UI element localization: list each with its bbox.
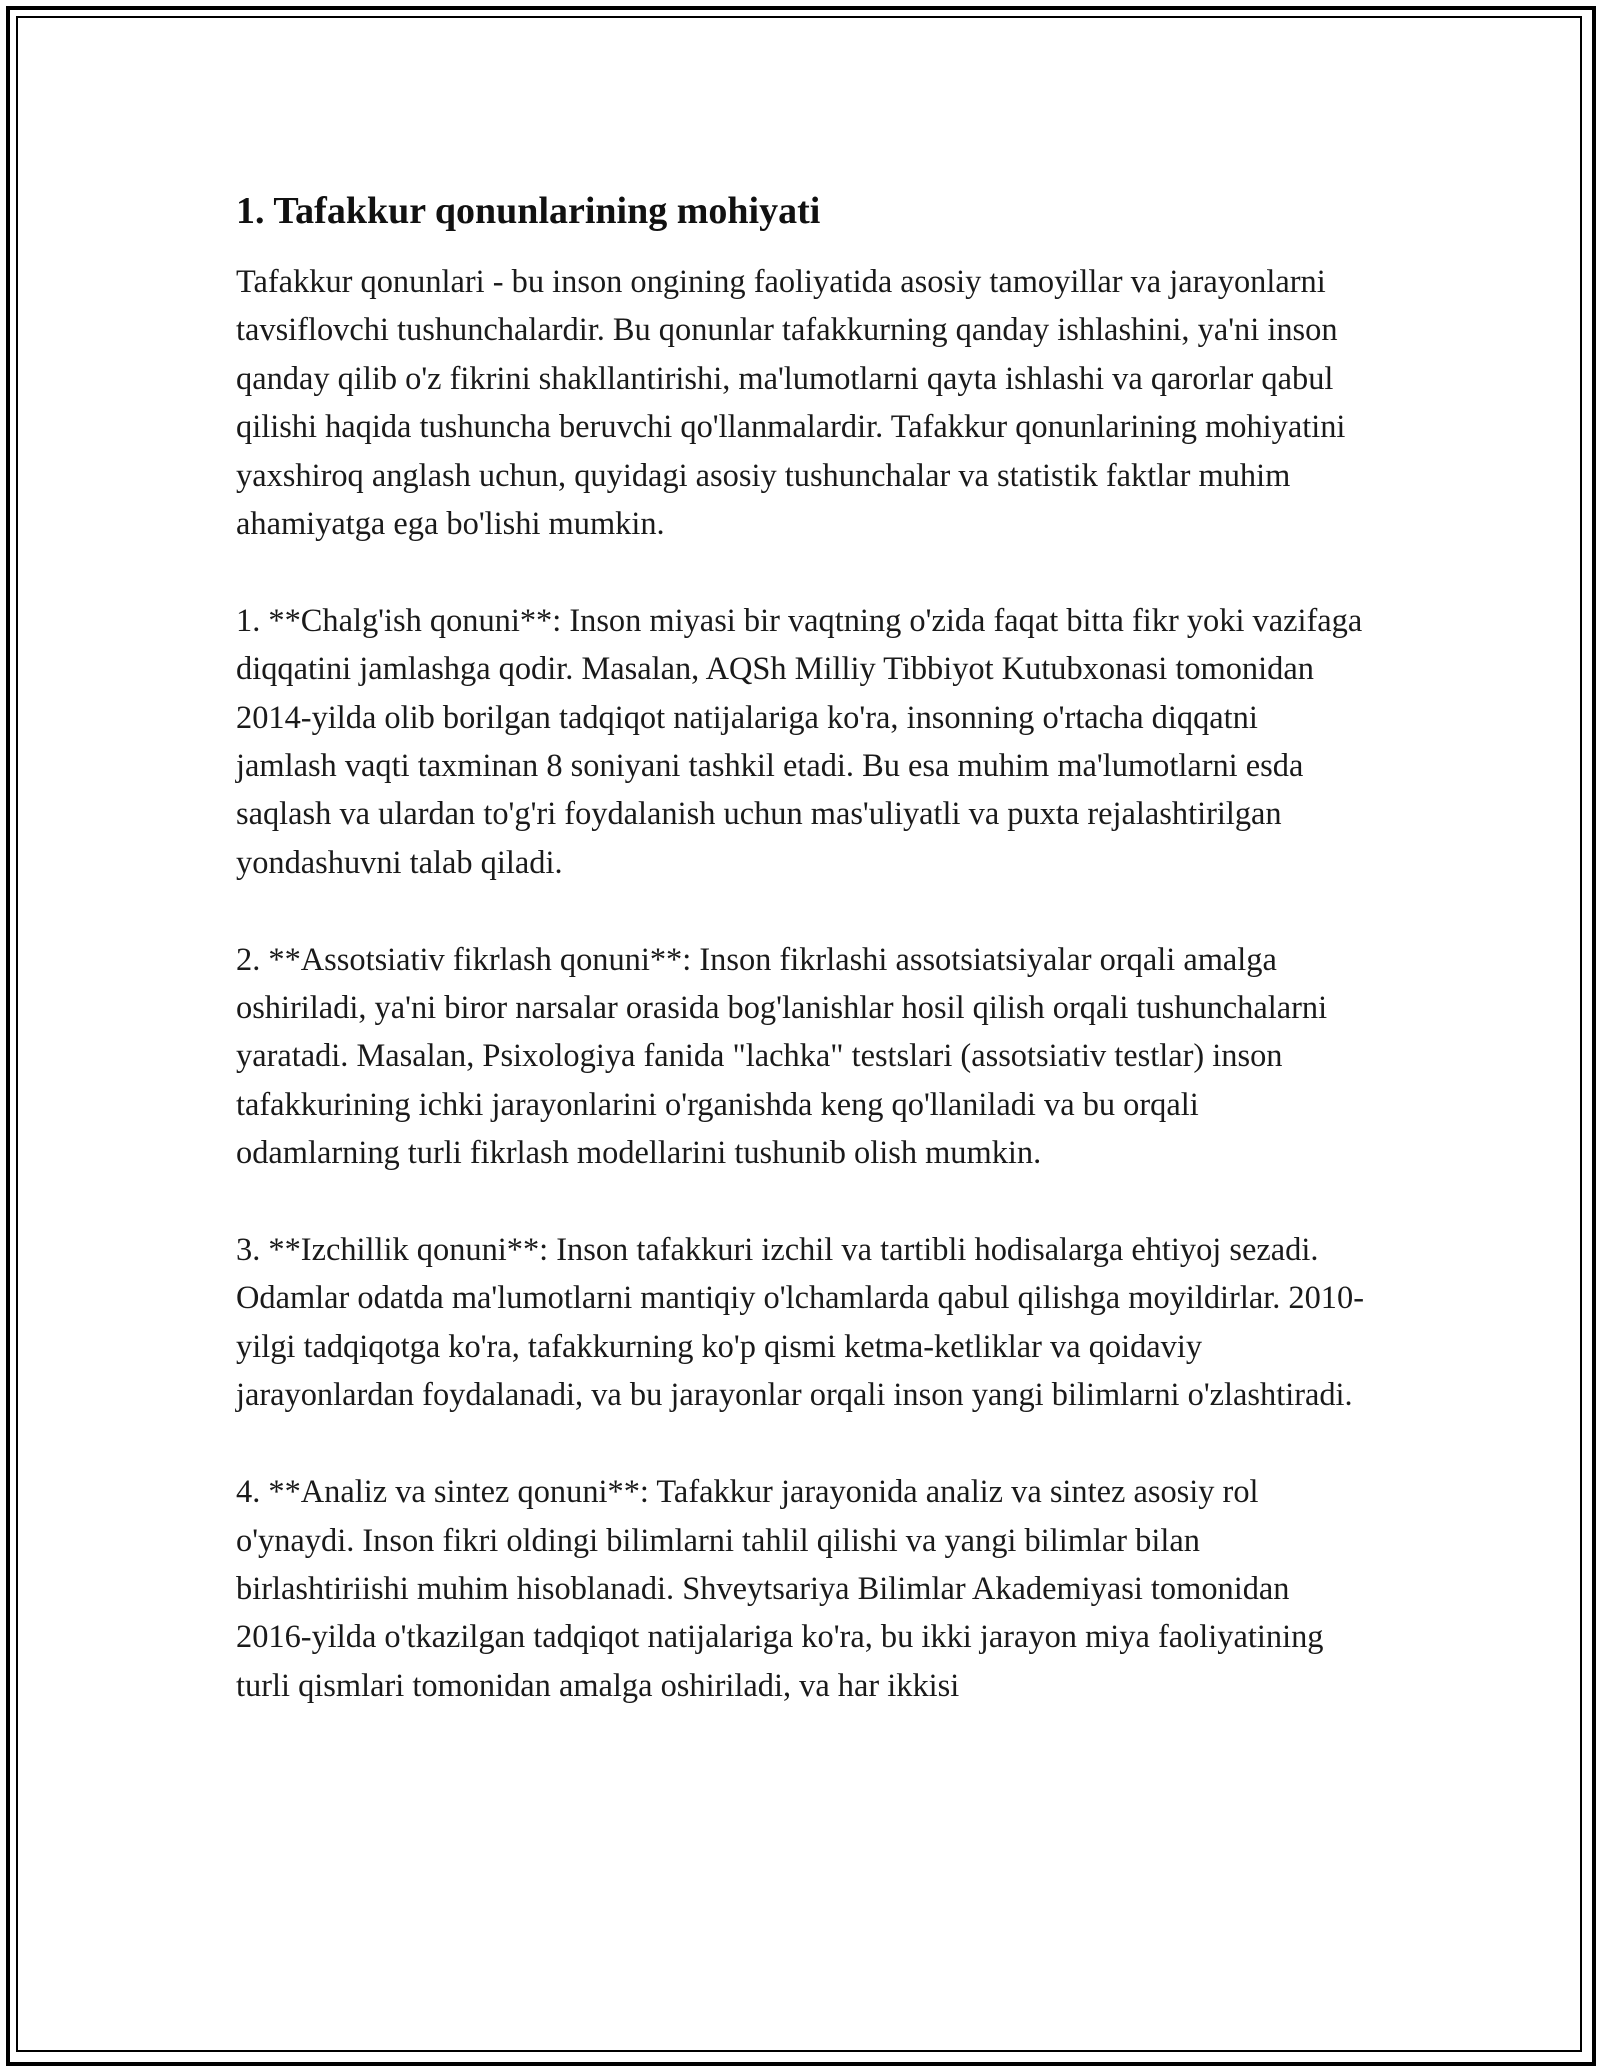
law-paragraph-1: 1. **Chalg'ish qonuni**: Inson miyasi bir vaqtning o'zida faqat bitta fikr yoki vazifaga diqqatini jamlashga qodir. Masalan, AQSh Milliy Tibbiyot Kutubxonasi tomonidan 2014-yilda olib borilgan tadqiqot natijalariga ko'ra, insonning o'rtacha diqqatni jamlash vaqti taxminan 8 soniyani tashkil etadi. Bu esa muhim ma'lumotlarni esda saqlash va ulardan to'g'ri foydalanish uchun mas'uliyatli va puxta rejalashtirilgan yondashuvni talab qiladi. <box>236 602 1363 881</box>
law-paragraph-3: 3. **Izchillik qonuni**: Inson tafakkuri izchil va tartibli hodisalarga ehtiyoj sezadi. Odamlar odatda ma'lumotlarni mantiqiy o'lchamlarda qabul qilishga moyildirlar. 2010-yilgi tadqiqotga ko'ra, tafakkurning ko'p qismi ketma-ketliklar va qoidaviy jarayonlardan foydalanadi, va bu jarayonlar orqali inson yangi bilimlarni o'zlashtiradi. <box>236 1232 1364 1414</box>
section-heading: 1. Tafakkur qonunlarining mohiyati <box>236 190 821 232</box>
document-body <box>236 186 1366 1759</box>
law-paragraph-4: 4. **Analiz va sintez qonuni**: Tafakkur jarayonida analiz va sintez asosiy rol o'ynaydi. Inson fikri oldingi bilimlarni tahlil qilishi va yangi bilimlar bilan birlashtiriishi muhim hisoblanadi. Shveytsariya Bilimlar Akademiyasi tomonidan 2016-yilda o'tkazilgan tadqiqot natijalariga ko'ra, bu ikki jarayon miya faoliyatining turli qismlari tomonidan amalga oshiriladi, va har ikkisi <box>236 1474 1324 1704</box>
intro-paragraph: Tafakkur qonunlari - bu inson ongining faoliyatida asosiy tamoyillar va jarayonlarni tavsiflovchi tushunchalardir. Bu qonunlar tafakkurning qanday ishlashini, ya'ni inson qanday qilib o'z fikrini shakllantirishi, ma'lumotlarni qayta ishlashi va qarorlar qabul qilishi haqida tushuncha beruvchi qo'llanmalardir. Tafakkur qonunlarining mohiyatini yaxshiroq anglash uchun, quyidagi asosiy tushunchalar va statistik faktlar muhim ahamiyatga ega bo'lishi mumkin. <box>236 264 1346 543</box>
law-paragraph-2: 2. **Assotsiativ fikrlash qonuni**: Inson fikrlashi assotsiatsiyalar orqali amalga oshiriladi, ya'ni biror narsalar orasida bog'lanishlar hosil qilish orqali tushunchalarni yaratadi. Masalan, Psixologiya fanida "lachka" testslari (assotsiativ testlar) inson tafakkurining ichki jarayonlarini o'rganishda keng qo'llaniladi va bu orqali odamlarning turli fikrlash modellarini tushunib olish mumkin. <box>236 941 1328 1172</box>
